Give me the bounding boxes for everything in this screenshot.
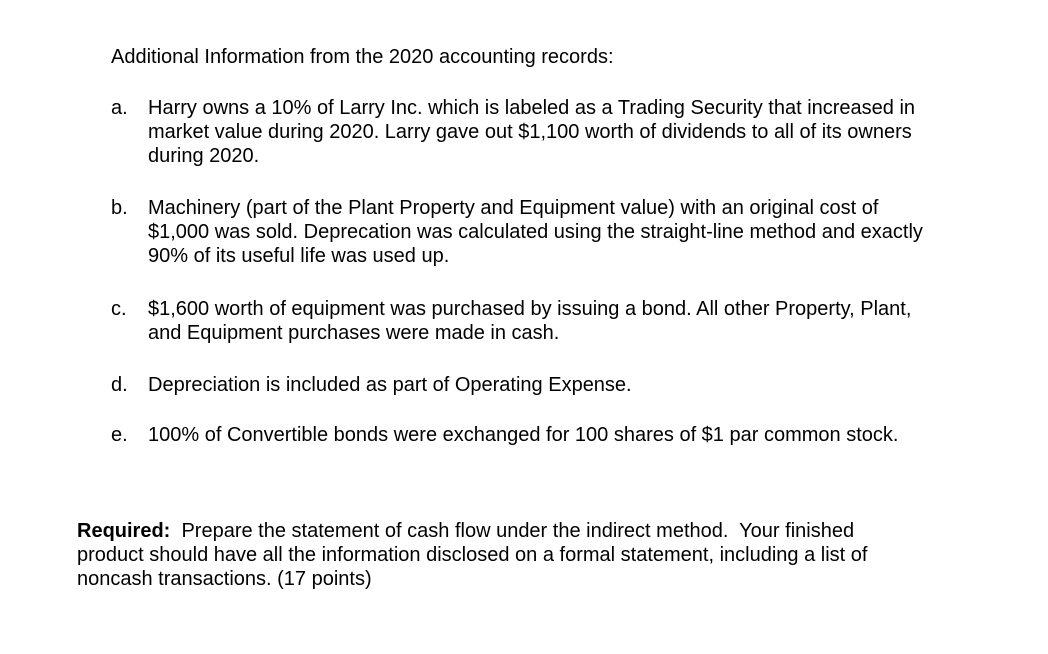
item-text-line: Machinery (part of the Plant Property and Equipment value) with an original cost of (148, 197, 879, 219)
item-text-line: $1,000 was sold. Deprecation was calculated using the straight-line method and exactly (148, 221, 923, 243)
required-line-1 (77, 519, 977, 543)
item-text-line: during 2020. (148, 145, 260, 167)
item-text (148, 96, 1008, 168)
item-text-line: Harry owns a 10% of Larry Inc. which is labeled as a Trading Security that increased in (148, 97, 916, 119)
required-paragraph (77, 519, 977, 591)
item-letter: e. (111, 424, 128, 446)
item-letter: a. (111, 97, 128, 119)
item-text (148, 196, 1008, 268)
item-text (148, 297, 1008, 345)
required-line-3: noncash transactions. (17 points) (77, 568, 372, 590)
item-letter: d. (111, 374, 128, 396)
item-text (148, 423, 1008, 447)
required-label: Required: (77, 520, 171, 542)
item-letter: b. (111, 197, 128, 219)
item-text (148, 373, 1008, 397)
item-letter: c. (111, 298, 127, 320)
item-text-line: market value during 2020. Larry gave out $1,100 worth of dividends to all of its owners (148, 121, 912, 143)
item-text-line: Depreciation is included as part of Operating Expense. (148, 374, 632, 396)
section-heading: Additional Information from the 2020 accounting records: (111, 46, 614, 68)
item-text-line: and Equipment purchases were made in cash. (148, 322, 560, 344)
required-line-1-text: Prepare the statement of cash flow under the indirect method. Your finished (170, 520, 855, 542)
item-text-line: 90% of its useful life was used up. (148, 245, 450, 267)
item-text-line: $1,600 worth of equipment was purchased by issuing a bond. All other Property, Plant, (148, 298, 912, 320)
item-text-line: 100% of Convertible bonds were exchanged for 100 shares of $1 par common stock. (148, 424, 899, 446)
required-line-2: product should have all the information disclosed on a formal statement, including a list of (77, 544, 868, 566)
